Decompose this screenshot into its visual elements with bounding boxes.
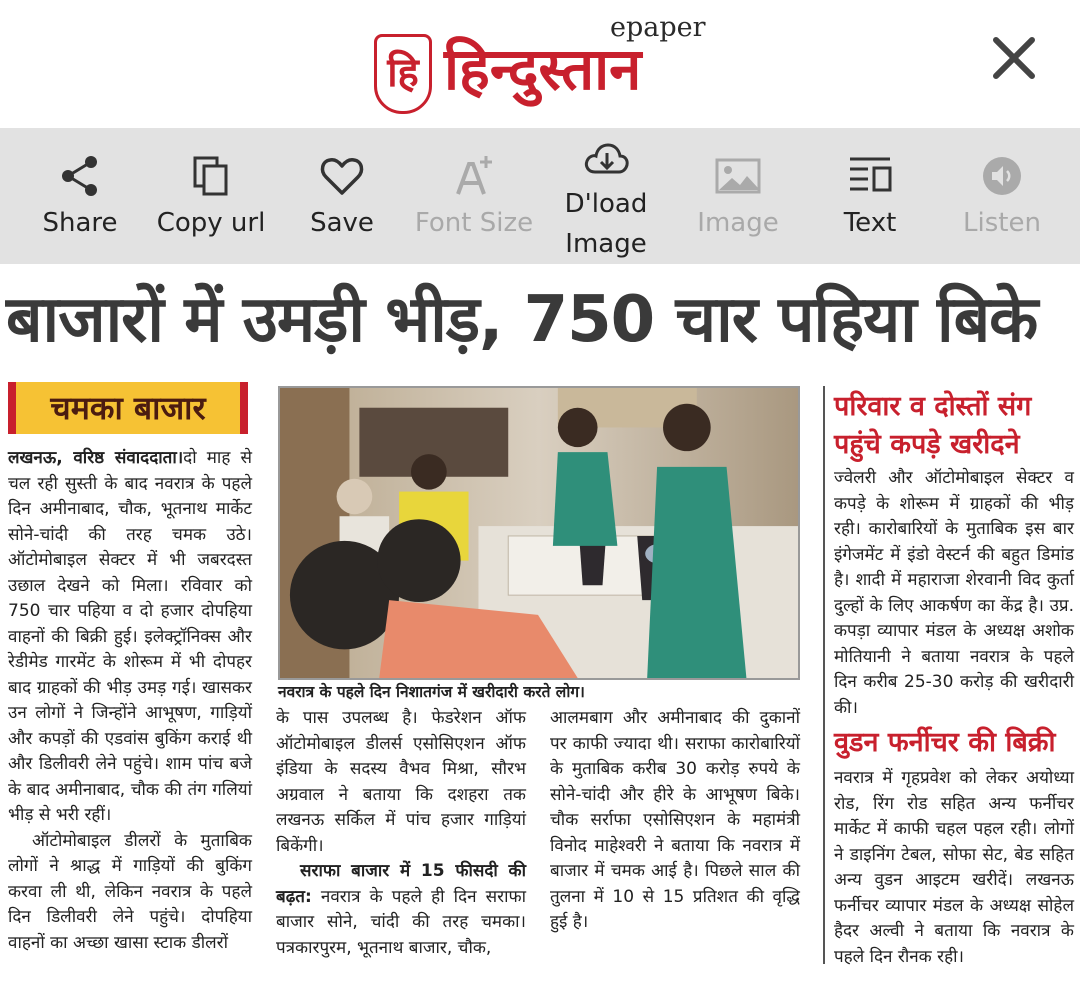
article-headline: बाजारों में उमड़ी भीड़, 750 चार पहिया बिके	[6, 283, 1038, 357]
save-button[interactable]	[276, 128, 408, 264]
body-paragraph-2: ऑटोमोबाइल डीलरों के मुताबिक लोगों ने श्राद्ध में गाड़ियों की बुकिंग करवा ली थी, लेकिन नवरात्र के पहले दिन डिलीवरी लेने पहुंचे। दोपहिया वाहनों का अच्छा खासा स्टाक डीलरों	[8, 830, 252, 953]
app-header	[0, 0, 1080, 128]
body-paragraph-4: नवरात्र के पहले ही दिन सराफा बाजार सोने, चांदी की तरह चमका। पत्रकारपुरम, भूतनाथ बाजार, चौक,	[276, 886, 526, 958]
subhead: सराफा बाजार में 15 फीसदी की बढ़त:	[276, 861, 526, 907]
epaper-label: epaper	[610, 12, 706, 43]
listen-button[interactable]	[936, 128, 1068, 264]
listen-label: Listen	[963, 208, 1041, 238]
download-image-button[interactable]	[540, 128, 672, 264]
share-label: Share	[42, 208, 118, 238]
image-icon	[714, 152, 762, 200]
font-size-button[interactable]	[408, 128, 540, 264]
copy-icon	[187, 152, 235, 200]
cloud-download-icon	[582, 136, 630, 184]
copy-url-button[interactable]	[146, 128, 276, 264]
share-icon	[56, 152, 104, 200]
brand-mark-icon: हि	[374, 34, 432, 114]
brand-name: हिन्दुस्तान	[444, 35, 642, 103]
column-divider	[823, 386, 825, 964]
save-label: Save	[310, 208, 374, 238]
body-paragraph-1: दो माह से चल रही सुस्ती के बाद नवरात्र के पहले दिन अमीनाबाद, चौक, भूतनाथ मार्केट सोने-चांदी की तरह चमक उठे। ऑटोमोबाइल सेक्टर में भी जबरदस्त उछाल देखने को मिला। रविवार को 750 चार पहिया व दो हजार दोपहिया वाहनों की बिक्री हुई। इलेक्ट्रॉनिक्स और रेडीमेड गारमेंट के शोरूम में भी दोपहर बाद ग्राहकों की भीड़ उमड़ गई। खासकर उन लोगों ने जिन्होंने आभूषण, गाड़ियों और कपड़ों की एडवांस बुकिंग कराई थी और डिलीवरी लेने पहुंचे। शाम पांच बजे के बाद अमीनाबाद, चौक की तंग गलियां भीड़ से भरी रहीं।	[8, 448, 252, 825]
sidebar-body-1: ज्वेलरी और ऑटोमोबाइल सेक्टर व कपड़े के शोरूम में ग्राहकों की भीड़ रही। कारोबारियों के मुताबिक इस बार इंगेजमेंट में इंडो वेस्टर्न की बहुत डिमांड है। शादी में महाराजा शेरवानी विद कुर्ता दुल्हों के लिए आकर्षण का केंद्र है। उप्र. कपड़ा व्यापार मंडल के अध्यक्ष अशोक मोतियानी ने बताया नवरात्र के पहले दिन करीब 25-30 करोड़ की खरीदारी की।	[834, 468, 1074, 718]
dateline: लखनऊ, वरिष्ठ संवाददाता।	[8, 448, 184, 468]
download-image-label: D'load Image	[564, 189, 648, 259]
shopping-photo	[280, 388, 798, 678]
article-column-1	[8, 446, 252, 956]
sidebar-body-2: नवरात्र में गृहप्रवेश को लेकर अयोध्या रोड, रिंग रोड सहित अन्य फर्नीचर मार्केट में काफी चहल पहल रही। लोगों ने डाइनिंग टेबल, सोफा सेट, बेड सहित अन्य वुडन आइटम खरीदें। लखनऊ फर्नीचर व्यापार मंडल के अध्यक्ष सोहेल हैदर अल्वी ने बताया कि नवरात्र के पहले दिन रौनक रही।	[834, 768, 1074, 967]
speaker-icon	[978, 152, 1026, 200]
close-button[interactable]	[988, 32, 1040, 84]
font-size-label: Font Size	[414, 208, 534, 238]
article-toolbar	[0, 128, 1080, 264]
section-tag-label: चमका बाजार	[50, 389, 206, 427]
photo-caption: नवरात्र के पहले दिन निशातगंज में खरीदारी करते लोग।	[278, 683, 585, 701]
section-tag	[8, 382, 248, 434]
close-icon	[988, 32, 1040, 84]
article-column-3	[550, 706, 800, 936]
text-icon	[846, 152, 894, 200]
article-column-2	[276, 706, 526, 961]
copy-url-label: Copy url	[156, 208, 266, 238]
text-label: Text	[843, 208, 897, 238]
font-size-icon	[450, 152, 498, 200]
article-photo	[278, 386, 800, 680]
sidebar-heading-2: वुडन फर्नीचर की बिक्री	[834, 727, 1056, 758]
brand-logo	[374, 12, 714, 116]
body-paragraph-3: के पास उपलब्ध है। फेडरेशन ऑफ ऑटोमोबाइल डीलर्स एसोसिएशन ऑफ इंडिया के सदस्य वैभव मिश्रा, सौरभ अग्रवाल ने बताया कि दशहरा तक लखनऊ सर्किल में पांच हजार गाड़ियां बिकेंगी।	[276, 708, 526, 856]
image-label: Image	[697, 208, 779, 238]
heart-icon	[318, 152, 366, 200]
body-paragraph-5: आलमबाग और अमीनाबाद की दुकानों पर काफी ज्यादा थी। सराफा कारोबारियों के मुताबिक करीब 30 करोड़ रुपये के सोने-चांदी और हीरे के आभूषण बिके। चौक सर्राफा एसोसिएशन के महामंत्री विनोद माहेश्वरी ने बताया कि नवरात्र में बाजार में चमक आई है। पिछले साल की तुलना में 10 से 15 प्रतिशत की वृद्धि हुई है।	[550, 708, 800, 932]
share-button[interactable]	[14, 128, 146, 264]
sidebar-heading-1: परिवार व दोस्तों संग पहुंचे कपड़े खरीदने	[834, 391, 1032, 460]
text-button[interactable]	[804, 128, 936, 264]
image-button[interactable]	[672, 128, 804, 264]
